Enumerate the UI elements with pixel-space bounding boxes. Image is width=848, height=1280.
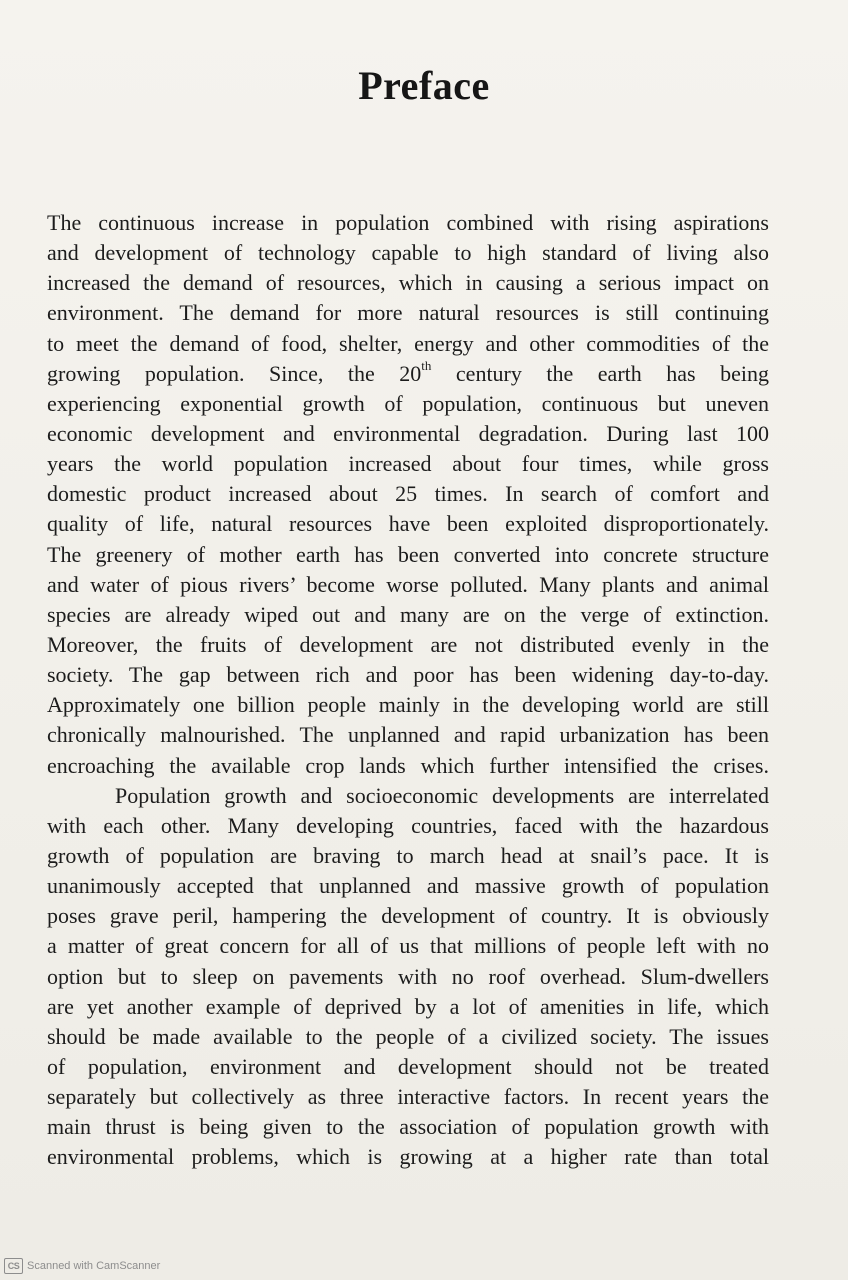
text-line: of population, environment and development should not be treated — [47, 1053, 769, 1079]
page-title: Preface — [358, 63, 490, 108]
text-line: increased the demand of resources, which in causing a serious impact on — [47, 270, 769, 296]
text-line: domestic product increased about 25 times. In search of comfort and — [47, 481, 769, 507]
text-line: growing population. Since, the 20th century the earth has being — [47, 358, 770, 386]
text-line: should be made available to the people of a civilized society. The issues — [47, 1023, 769, 1049]
text-line: main thrust is being given to the association of population growth with — [47, 1114, 769, 1140]
text-line: are yet another example of deprived by a lot of amenities in life, which — [47, 993, 769, 1019]
text-line: Approximately one billion people mainly in the developing world are still — [47, 692, 769, 718]
text-line: separately but collectively as three interactive factors. In recent years the — [47, 1084, 769, 1110]
text-line: with each other. Many developing countries, faced with the hazardous — [47, 812, 769, 838]
text-line: experiencing exponential growth of population, continuous but uneven — [47, 390, 769, 416]
scanner-watermark — [4, 1257, 160, 1275]
text-line: The greenery of mother earth has been converted into concrete structure — [47, 541, 769, 567]
text-line: economic development and environmental degradation. During last 100 — [47, 420, 769, 446]
text-line: poses grave peril, hampering the development of country. It is obviously — [47, 903, 769, 929]
text-line: species are already wiped out and many are on the verge of extinction. — [47, 601, 769, 627]
text-line: a matter of great concern for all of us that millions of people left with no — [47, 933, 769, 959]
text-line: chronically malnourished. The unplanned and rapid urbanization has been — [47, 722, 769, 748]
text-line: growth of population are braving to march head at snail’s pace. It is — [47, 842, 769, 868]
text-line: society. The gap between rich and poor has been widening day-to-day. — [47, 662, 769, 688]
text-line: option but to sleep on pavements with no roof overhead. Slum-dwellers — [47, 963, 769, 989]
text-line: unanimously accepted that unplanned and massive growth of population — [47, 873, 769, 899]
text-line: The continuous increase in population combined with rising aspirations — [47, 210, 769, 235]
text-line: Population growth and socioeconomic developments are interrelated — [115, 782, 769, 808]
text-line: and development of technology capable to high standard of living also — [47, 240, 769, 266]
text-line: encroaching the available crop lands which further intensified the crises. — [47, 752, 769, 778]
text-line: years the world population increased about four times, while gross — [47, 451, 769, 477]
text-line: Moreover, the fruits of development are not distributed evenly in the — [47, 631, 769, 657]
text-line: environment. The demand for more natural resources is still continuing — [47, 300, 769, 326]
preface-body — [47, 208, 769, 1173]
text-line: and water of pious rivers’ become worse polluted. Many plants and animal — [47, 571, 769, 597]
camscanner-logo-icon: CS — [4, 1258, 23, 1274]
text-line: to meet the demand of food, shelter, energy and other commodities of the — [47, 330, 769, 356]
watermark-text: Scanned with CamScanner — [27, 1260, 161, 1272]
text-line: quality of life, natural resources have been exploited disproportionately. — [47, 511, 769, 537]
text-line: environmental problems, which is growing at a higher rate than total — [47, 1144, 769, 1170]
